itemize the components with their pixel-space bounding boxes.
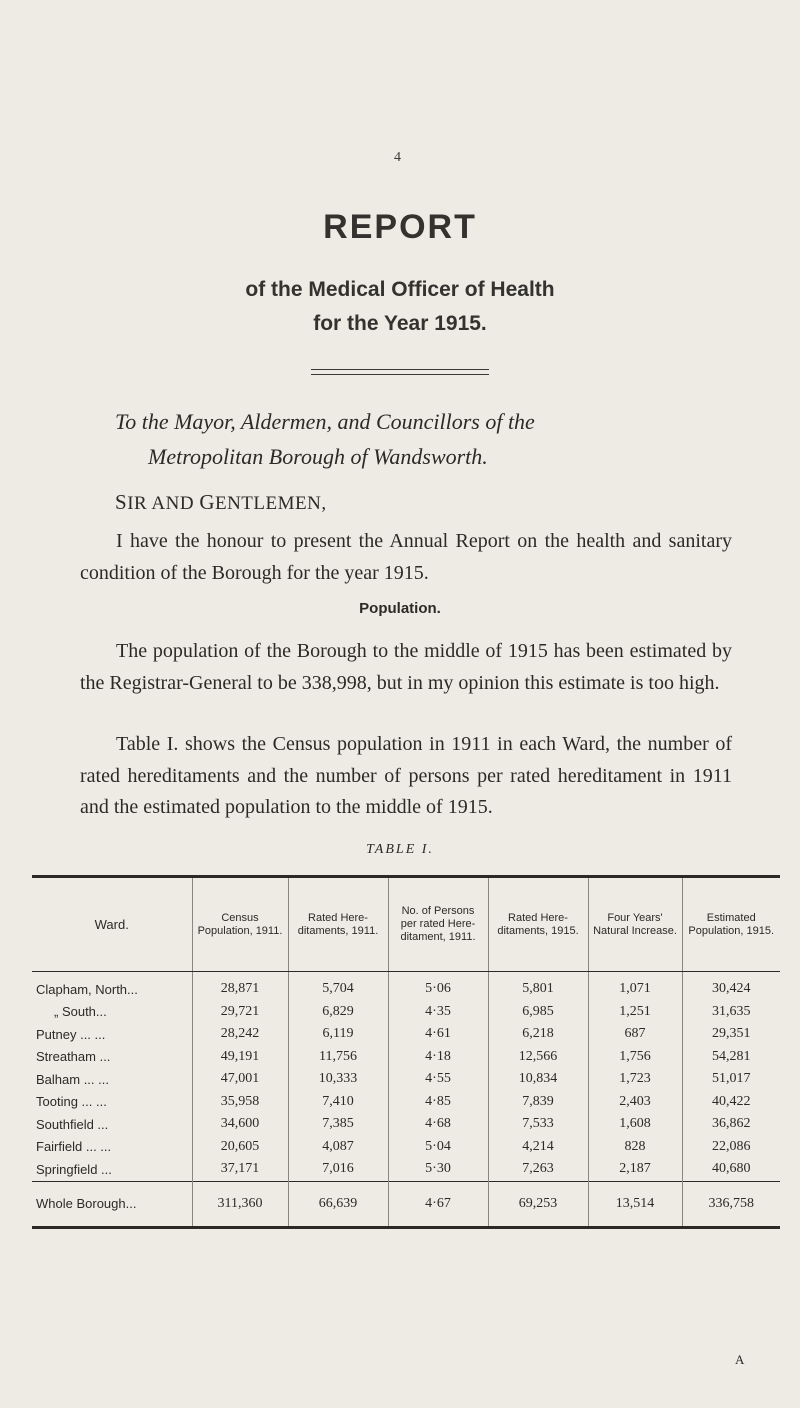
report-title: REPORT (323, 208, 477, 246)
cell-ward: Tooting ... ... (36, 1094, 107, 1110)
page-mark: 4 (394, 150, 401, 165)
cell-ward: Springfield ... (36, 1161, 112, 1177)
table-header-row (32, 877, 780, 972)
cell-value: 4·18 (388, 1046, 488, 1069)
salutation-cap-g: G (199, 490, 215, 514)
cell-total: 66,639 (288, 1181, 388, 1227)
cell-value: 29,351 (682, 1023, 780, 1046)
cell-value: 4·68 (388, 1113, 488, 1136)
cell-value: 47,001 (192, 1068, 288, 1091)
cell-value: 11,756 (288, 1046, 388, 1069)
cell-value: 35,958 (192, 1091, 288, 1114)
cell-value: 4·61 (388, 1023, 488, 1046)
cell-value: 10,333 (288, 1068, 388, 1091)
report-subtitle-line1: of the Medical Officer of Health (245, 278, 555, 301)
cell-value: 5·04 (388, 1136, 488, 1159)
cell-value: 34,600 (192, 1113, 288, 1136)
cell-ward: Fairfield ... ... (36, 1139, 112, 1155)
cell-value: 1,608 (588, 1113, 682, 1136)
cell-value: 4,087 (288, 1136, 388, 1159)
table-caption: TABLE I. (366, 842, 434, 857)
table-row (32, 1046, 780, 1069)
cell-value: 22,086 (682, 1136, 780, 1159)
cell-ward: Putney ... ... (36, 1026, 106, 1042)
report-subtitle-line2: for the Year 1915. (313, 312, 487, 335)
header-natural-increase: Four Years' Natural Increase. (588, 877, 682, 972)
cell-value: 28,871 (192, 972, 288, 1001)
table-row (32, 1091, 780, 1114)
cell-value: 5·30 (388, 1158, 488, 1181)
cell-value: 54,281 (682, 1046, 780, 1069)
cell-value: 1,251 (588, 1001, 682, 1024)
cell-value: 1,756 (588, 1046, 682, 1069)
cell-value: 6,829 (288, 1001, 388, 1024)
cell-value: 1,071 (588, 972, 682, 1001)
cell-value: 7,410 (288, 1091, 388, 1114)
cell-ward: Balham ... ... (36, 1071, 109, 1087)
cell-value: 49,191 (192, 1046, 288, 1069)
cell-value: 1,723 (588, 1068, 682, 1091)
table-row (32, 972, 780, 1001)
table-row (32, 1068, 780, 1091)
header-persons-per-hereditament: No. of Persons per rated Here-ditament, 1911. (388, 877, 488, 972)
cell-value: 4·35 (388, 1001, 488, 1024)
cell-ward-total: Whole Borough... (32, 1181, 192, 1227)
cell-value: 30,424 (682, 972, 780, 1001)
title-rule-bottom (311, 374, 489, 375)
header-ward: Ward. (32, 877, 192, 972)
cell-value: 51,017 (682, 1068, 780, 1091)
cell-value: 4·85 (388, 1091, 488, 1114)
cell-total: 13,514 (588, 1181, 682, 1227)
cell-value: 5,801 (488, 972, 588, 1001)
header-rated-hereditaments-1911: Rated Here-ditaments, 1911. (288, 877, 388, 972)
cell-ward: Southfield ... (36, 1116, 109, 1132)
cell-value: 828 (588, 1136, 682, 1159)
cell-total: 311,360 (192, 1181, 288, 1227)
table-row (32, 1023, 780, 1046)
address-line2: Metropolitan Borough of Wandsworth. (148, 444, 488, 469)
header-rated-hereditaments-1915: Rated Here-ditaments, 1915. (488, 877, 588, 972)
cell-ward: „ South... (54, 1004, 107, 1020)
population-table (32, 875, 780, 1229)
cell-value: 36,862 (682, 1113, 780, 1136)
cell-value: 2,403 (588, 1091, 682, 1114)
table-row (32, 1158, 780, 1181)
cell-ward: Clapham, North... (36, 981, 138, 997)
signature-mark: A (735, 1352, 745, 1367)
salutation-part2: ENTLEMEN, (214, 493, 327, 514)
cell-total: 69,253 (488, 1181, 588, 1227)
table-intro-paragraph: Table I. shows the Census population in 1911 in each Ward, the number of rated hereditaments and the number of persons per rated hereditament in 1911 and the estimated population to the middle of 1915. (80, 733, 732, 818)
table-row (32, 1113, 780, 1136)
cell-value: 28,242 (192, 1023, 288, 1046)
cell-value: 20,605 (192, 1136, 288, 1159)
table-row (32, 1001, 780, 1024)
cell-value: 5,704 (288, 972, 388, 1001)
cell-value: 7,263 (488, 1158, 588, 1181)
section-heading-population: Population. (359, 600, 441, 617)
cell-value: 7,385 (288, 1113, 388, 1136)
cell-value: 7,839 (488, 1091, 588, 1114)
title-rule-top (311, 369, 489, 370)
cell-value: 12,566 (488, 1046, 588, 1069)
address-line1: To the Mayor, Aldermen, and Councillors of the (115, 409, 535, 434)
cell-value: 29,721 (192, 1001, 288, 1024)
cell-value: 10,834 (488, 1068, 588, 1091)
cell-value: 40,422 (682, 1091, 780, 1114)
cell-ward: Streatham ... (36, 1049, 111, 1065)
cell-value: 7,016 (288, 1158, 388, 1181)
header-census-population: Census Population, 1911. (192, 877, 288, 972)
cell-value: 4,214 (488, 1136, 588, 1159)
cell-value: 37,171 (192, 1158, 288, 1181)
cell-value: 4·55 (388, 1068, 488, 1091)
cell-total: 4·67 (388, 1181, 488, 1227)
salutation-cap-s: S (115, 490, 128, 514)
salutation (115, 490, 327, 515)
cell-value: 6,985 (488, 1001, 588, 1024)
salutation-part1: IR AND (127, 493, 200, 514)
cell-value: 2,187 (588, 1158, 682, 1181)
cell-value: 6,218 (488, 1023, 588, 1046)
cell-value: 6,119 (288, 1023, 388, 1046)
cell-value: 687 (588, 1023, 682, 1046)
population-paragraph: The population of the Borough to the middle of 1915 has been estimated by the Registrar-General to be 338,998, but in my opinion this estimate is too high. (80, 640, 732, 694)
header-estimated-population: Estimated Population, 1915. (682, 877, 780, 972)
cell-value: 40,680 (682, 1158, 780, 1181)
cell-value: 5·06 (388, 972, 488, 1001)
table-row (32, 1136, 780, 1159)
intro-paragraph: I have the honour to present the Annual Report on the health and sanitary condition of the Borough for the year 1915. (80, 530, 732, 584)
cell-total: 336,758 (682, 1181, 780, 1227)
table-total-row (32, 1181, 780, 1227)
cell-value: 31,635 (682, 1001, 780, 1024)
cell-value: 7,533 (488, 1113, 588, 1136)
